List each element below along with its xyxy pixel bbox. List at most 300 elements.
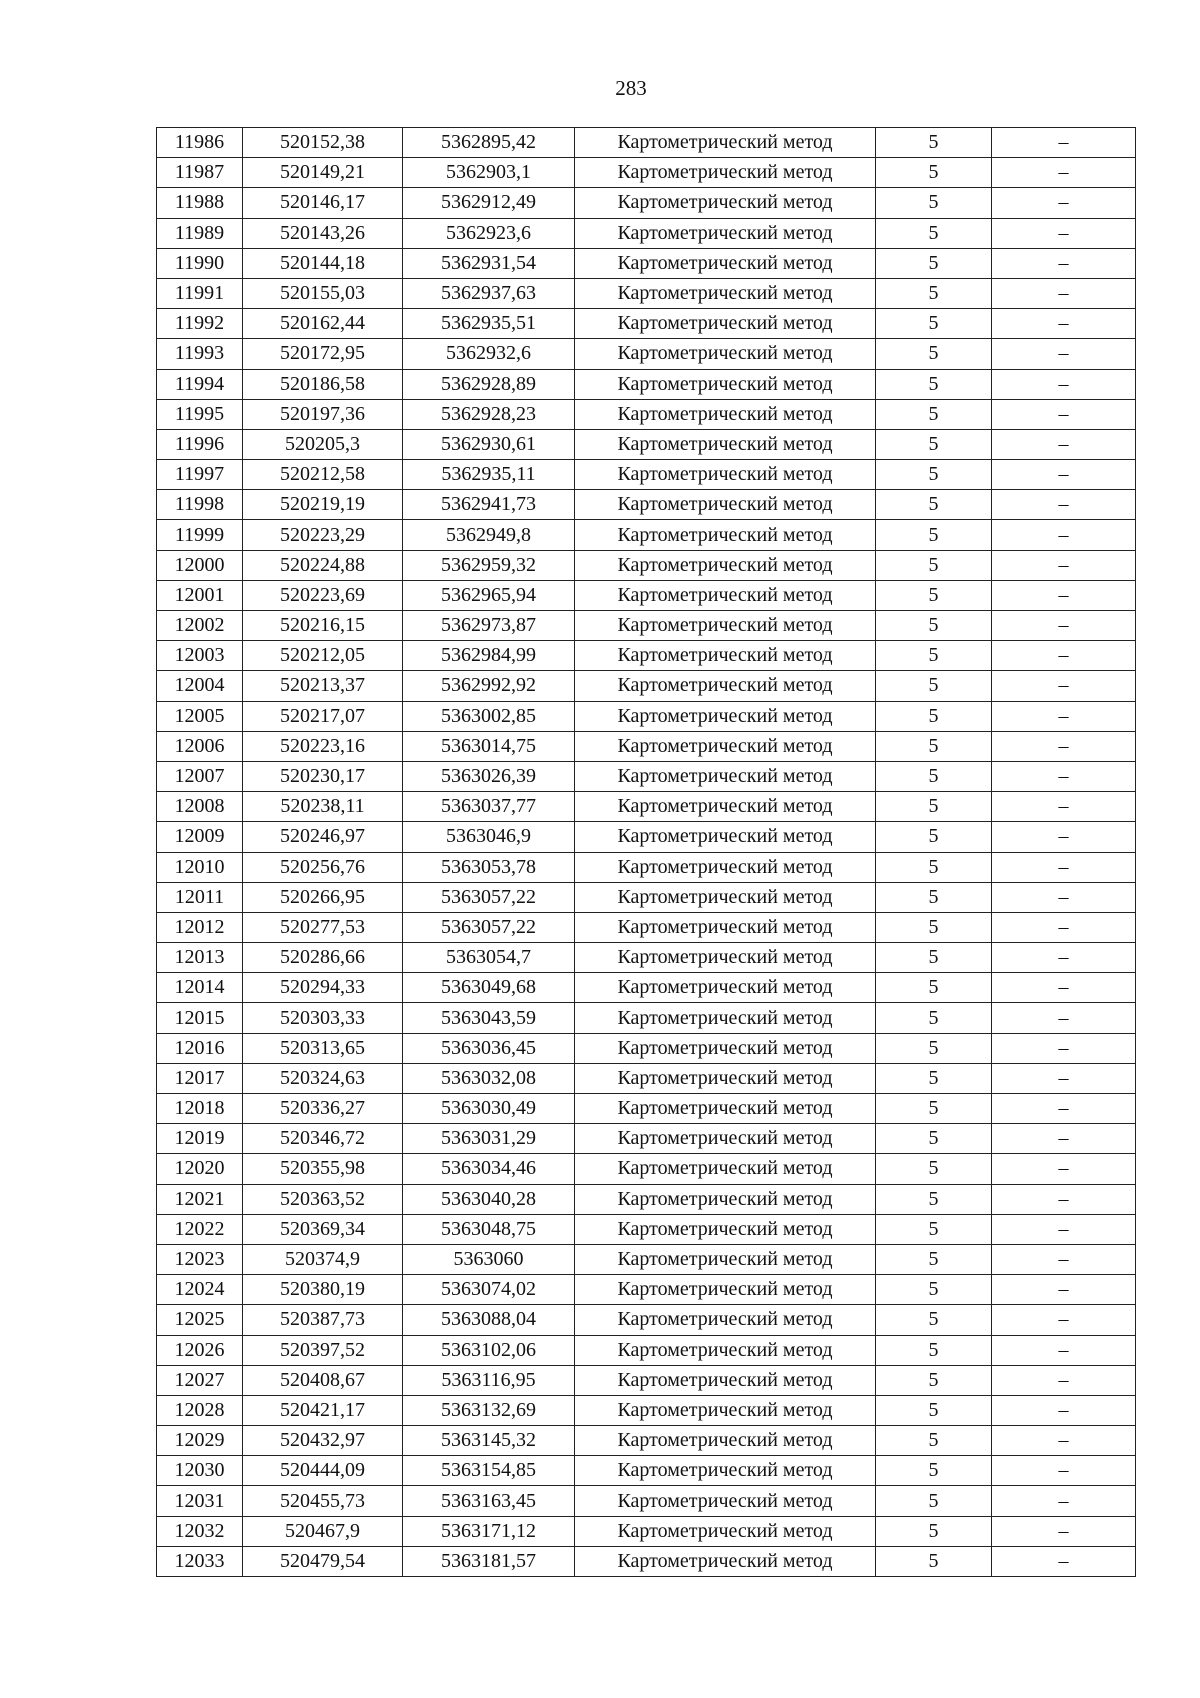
y-coordinate-cell: 5363171,12 <box>403 1516 575 1546</box>
x-coordinate-cell: 520455,73 <box>243 1486 403 1516</box>
method-cell: Картометрический метод <box>575 641 876 671</box>
y-coordinate-cell: 5363031,29 <box>403 1124 575 1154</box>
x-coordinate-cell: 520246,97 <box>243 822 403 852</box>
x-coordinate-cell: 520223,69 <box>243 580 403 610</box>
x-coordinate-cell: 520223,16 <box>243 731 403 761</box>
table-row <box>157 731 1136 761</box>
table-row <box>157 1244 1136 1274</box>
y-coordinate-cell: 5363057,22 <box>403 882 575 912</box>
note-cell: – <box>992 671 1136 701</box>
method-cell: Картометрический метод <box>575 852 876 882</box>
y-coordinate-cell: 5363036,45 <box>403 1033 575 1063</box>
x-coordinate-cell: 520397,52 <box>243 1335 403 1365</box>
table-row <box>157 490 1136 520</box>
x-coordinate-cell: 520213,37 <box>243 671 403 701</box>
point-number-cell: 12016 <box>157 1033 243 1063</box>
note-cell: – <box>992 1335 1136 1365</box>
note-cell: – <box>992 1426 1136 1456</box>
accuracy-cell: 5 <box>876 1516 992 1546</box>
y-coordinate-cell: 5363145,32 <box>403 1426 575 1456</box>
method-cell: Картометрический метод <box>575 1456 876 1486</box>
accuracy-cell: 5 <box>876 1426 992 1456</box>
point-number-cell: 11991 <box>157 278 243 308</box>
coordinates-table <box>156 127 1136 1577</box>
note-cell: – <box>992 1003 1136 1033</box>
accuracy-cell: 5 <box>876 1244 992 1274</box>
point-number-cell: 11998 <box>157 490 243 520</box>
note-cell: – <box>992 973 1136 1003</box>
point-number-cell: 11995 <box>157 399 243 429</box>
method-cell: Картометрический метод <box>575 369 876 399</box>
table-row <box>157 1335 1136 1365</box>
y-coordinate-cell: 5363046,9 <box>403 822 575 852</box>
accuracy-cell: 5 <box>876 943 992 973</box>
note-cell: – <box>992 580 1136 610</box>
accuracy-cell: 5 <box>876 1486 992 1516</box>
note-cell: – <box>992 882 1136 912</box>
method-cell: Картометрический метод <box>575 460 876 490</box>
table-row <box>157 641 1136 671</box>
note-cell: – <box>992 943 1136 973</box>
point-number-cell: 12029 <box>157 1426 243 1456</box>
point-number-cell: 12005 <box>157 701 243 731</box>
x-coordinate-cell: 520155,03 <box>243 278 403 308</box>
table-row <box>157 761 1136 791</box>
x-coordinate-cell: 520294,33 <box>243 973 403 1003</box>
table-row <box>157 460 1136 490</box>
accuracy-cell: 5 <box>876 460 992 490</box>
note-cell: – <box>992 460 1136 490</box>
method-cell: Картометрический метод <box>575 611 876 641</box>
x-coordinate-cell: 520224,88 <box>243 550 403 580</box>
method-cell: Картометрический метод <box>575 1003 876 1033</box>
accuracy-cell: 5 <box>876 188 992 218</box>
x-coordinate-cell: 520152,38 <box>243 128 403 158</box>
method-cell: Картометрический метод <box>575 1516 876 1546</box>
x-coordinate-cell: 520467,9 <box>243 1516 403 1546</box>
table-row <box>157 158 1136 188</box>
note-cell: – <box>992 611 1136 641</box>
x-coordinate-cell: 520303,33 <box>243 1003 403 1033</box>
y-coordinate-cell: 5362941,73 <box>403 490 575 520</box>
note-cell: – <box>992 490 1136 520</box>
accuracy-cell: 5 <box>876 671 992 701</box>
table-row <box>157 943 1136 973</box>
x-coordinate-cell: 520212,58 <box>243 460 403 490</box>
accuracy-cell: 5 <box>876 158 992 188</box>
y-coordinate-cell: 5363037,77 <box>403 792 575 822</box>
x-coordinate-cell: 520421,17 <box>243 1395 403 1425</box>
y-coordinate-cell: 5363032,08 <box>403 1063 575 1093</box>
table-row <box>157 339 1136 369</box>
note-cell: – <box>992 188 1136 218</box>
note-cell: – <box>992 1094 1136 1124</box>
x-coordinate-cell: 520223,29 <box>243 520 403 550</box>
y-coordinate-cell: 5362923,6 <box>403 218 575 248</box>
x-coordinate-cell: 520380,19 <box>243 1275 403 1305</box>
note-cell: – <box>992 792 1136 822</box>
method-cell: Картометрический метод <box>575 1094 876 1124</box>
y-coordinate-cell: 5363014,75 <box>403 731 575 761</box>
method-cell: Картометрический метод <box>575 218 876 248</box>
point-number-cell: 12030 <box>157 1456 243 1486</box>
table-row <box>157 701 1136 731</box>
x-coordinate-cell: 520313,65 <box>243 1033 403 1063</box>
table-row <box>157 1305 1136 1335</box>
method-cell: Картометрический метод <box>575 1244 876 1274</box>
table-row <box>157 429 1136 459</box>
x-coordinate-cell: 520197,36 <box>243 399 403 429</box>
accuracy-cell: 5 <box>876 701 992 731</box>
x-coordinate-cell: 520277,53 <box>243 912 403 942</box>
x-coordinate-cell: 520172,95 <box>243 339 403 369</box>
method-cell: Картометрический метод <box>575 339 876 369</box>
accuracy-cell: 5 <box>876 1154 992 1184</box>
table-row <box>157 1365 1136 1395</box>
note-cell: – <box>992 158 1136 188</box>
accuracy-cell: 5 <box>876 580 992 610</box>
accuracy-cell: 5 <box>876 731 992 761</box>
y-coordinate-cell: 5363154,85 <box>403 1456 575 1486</box>
point-number-cell: 12020 <box>157 1154 243 1184</box>
point-number-cell: 12008 <box>157 792 243 822</box>
accuracy-cell: 5 <box>876 852 992 882</box>
y-coordinate-cell: 5363102,06 <box>403 1335 575 1365</box>
point-number-cell: 12007 <box>157 761 243 791</box>
accuracy-cell: 5 <box>876 550 992 580</box>
note-cell: – <box>992 339 1136 369</box>
note-cell: – <box>992 278 1136 308</box>
x-coordinate-cell: 520266,95 <box>243 882 403 912</box>
table-row <box>157 248 1136 278</box>
x-coordinate-cell: 520256,76 <box>243 852 403 882</box>
table-row <box>157 1275 1136 1305</box>
method-cell: Картометрический метод <box>575 822 876 852</box>
y-coordinate-cell: 5362992,92 <box>403 671 575 701</box>
accuracy-cell: 5 <box>876 1033 992 1063</box>
note-cell: – <box>992 1033 1136 1063</box>
note-cell: – <box>992 399 1136 429</box>
table-row <box>157 1124 1136 1154</box>
note-cell: – <box>992 218 1136 248</box>
accuracy-cell: 5 <box>876 1335 992 1365</box>
table-row <box>157 1486 1136 1516</box>
accuracy-cell: 5 <box>876 128 992 158</box>
point-number-cell: 11993 <box>157 339 243 369</box>
accuracy-cell: 5 <box>876 1094 992 1124</box>
y-coordinate-cell: 5363088,04 <box>403 1305 575 1335</box>
note-cell: – <box>992 912 1136 942</box>
y-coordinate-cell: 5362984,99 <box>403 641 575 671</box>
note-cell: – <box>992 429 1136 459</box>
point-number-cell: 12017 <box>157 1063 243 1093</box>
method-cell: Картометрический метод <box>575 882 876 912</box>
x-coordinate-cell: 520144,18 <box>243 248 403 278</box>
x-coordinate-cell: 520363,52 <box>243 1184 403 1214</box>
table-row <box>157 1184 1136 1214</box>
accuracy-cell: 5 <box>876 912 992 942</box>
table-row <box>157 1003 1136 1033</box>
y-coordinate-cell: 5363054,7 <box>403 943 575 973</box>
point-number-cell: 12031 <box>157 1486 243 1516</box>
point-number-cell: 12019 <box>157 1124 243 1154</box>
method-cell: Картометрический метод <box>575 128 876 158</box>
table-row <box>157 550 1136 580</box>
method-cell: Картометрический метод <box>575 188 876 218</box>
method-cell: Картометрический метод <box>575 1275 876 1305</box>
x-coordinate-cell: 520355,98 <box>243 1154 403 1184</box>
y-coordinate-cell: 5362965,94 <box>403 580 575 610</box>
accuracy-cell: 5 <box>876 369 992 399</box>
method-cell: Картометрический метод <box>575 701 876 731</box>
y-coordinate-cell: 5362937,63 <box>403 278 575 308</box>
point-number-cell: 12012 <box>157 912 243 942</box>
point-number-cell: 12010 <box>157 852 243 882</box>
y-coordinate-cell: 5362930,61 <box>403 429 575 459</box>
x-coordinate-cell: 520408,67 <box>243 1365 403 1395</box>
point-number-cell: 12028 <box>157 1395 243 1425</box>
method-cell: Картометрический метод <box>575 1184 876 1214</box>
note-cell: – <box>992 1546 1136 1576</box>
method-cell: Картометрический метод <box>575 429 876 459</box>
y-coordinate-cell: 5363132,69 <box>403 1395 575 1425</box>
accuracy-cell: 5 <box>876 248 992 278</box>
y-coordinate-cell: 5363049,68 <box>403 973 575 1003</box>
accuracy-cell: 5 <box>876 1365 992 1395</box>
note-cell: – <box>992 852 1136 882</box>
x-coordinate-cell: 520212,05 <box>243 641 403 671</box>
point-number-cell: 11996 <box>157 429 243 459</box>
y-coordinate-cell: 5363163,45 <box>403 1486 575 1516</box>
note-cell: – <box>992 248 1136 278</box>
method-cell: Картометрический метод <box>575 490 876 520</box>
accuracy-cell: 5 <box>876 822 992 852</box>
point-number-cell: 12013 <box>157 943 243 973</box>
note-cell: – <box>992 1486 1136 1516</box>
x-coordinate-cell: 520186,58 <box>243 369 403 399</box>
accuracy-cell: 5 <box>876 792 992 822</box>
point-number-cell: 12003 <box>157 641 243 671</box>
table-row <box>157 369 1136 399</box>
note-cell: – <box>992 1305 1136 1335</box>
table-row <box>157 792 1136 822</box>
note-cell: – <box>992 1516 1136 1546</box>
method-cell: Картометрический метод <box>575 973 876 1003</box>
note-cell: – <box>992 1184 1136 1214</box>
method-cell: Картометрический метод <box>575 912 876 942</box>
note-cell: – <box>992 550 1136 580</box>
table-row <box>157 671 1136 701</box>
accuracy-cell: 5 <box>876 1456 992 1486</box>
table-row <box>157 1063 1136 1093</box>
note-cell: – <box>992 1365 1136 1395</box>
table-row <box>157 822 1136 852</box>
table-row <box>157 1516 1136 1546</box>
method-cell: Картометрический метод <box>575 1214 876 1244</box>
method-cell: Картометрический метод <box>575 1546 876 1576</box>
method-cell: Картометрический метод <box>575 792 876 822</box>
method-cell: Картометрический метод <box>575 1063 876 1093</box>
y-coordinate-cell: 5363181,57 <box>403 1546 575 1576</box>
method-cell: Картометрический метод <box>575 1335 876 1365</box>
point-number-cell: 12014 <box>157 973 243 1003</box>
method-cell: Картометрический метод <box>575 520 876 550</box>
point-number-cell: 12033 <box>157 1546 243 1576</box>
accuracy-cell: 5 <box>876 278 992 308</box>
accuracy-cell: 5 <box>876 218 992 248</box>
note-cell: – <box>992 1456 1136 1486</box>
method-cell: Картометрический метод <box>575 943 876 973</box>
x-coordinate-cell: 520336,27 <box>243 1094 403 1124</box>
y-coordinate-cell: 5362935,11 <box>403 460 575 490</box>
x-coordinate-cell: 520444,09 <box>243 1456 403 1486</box>
note-cell: – <box>992 1244 1136 1274</box>
table-row <box>157 882 1136 912</box>
point-number-cell: 11989 <box>157 218 243 248</box>
x-coordinate-cell: 520286,66 <box>243 943 403 973</box>
x-coordinate-cell: 520387,73 <box>243 1305 403 1335</box>
table-row <box>157 1214 1136 1244</box>
accuracy-cell: 5 <box>876 339 992 369</box>
y-coordinate-cell: 5363034,46 <box>403 1154 575 1184</box>
point-number-cell: 12024 <box>157 1275 243 1305</box>
y-coordinate-cell: 5363030,49 <box>403 1094 575 1124</box>
table-row <box>157 309 1136 339</box>
table-row <box>157 1546 1136 1576</box>
table-row <box>157 912 1136 942</box>
y-coordinate-cell: 5362949,8 <box>403 520 575 550</box>
point-number-cell: 12004 <box>157 671 243 701</box>
table-row <box>157 128 1136 158</box>
note-cell: – <box>992 369 1136 399</box>
table-row <box>157 188 1136 218</box>
point-number-cell: 12018 <box>157 1094 243 1124</box>
point-number-cell: 12000 <box>157 550 243 580</box>
point-number-cell: 11987 <box>157 158 243 188</box>
y-coordinate-cell: 5362895,42 <box>403 128 575 158</box>
x-coordinate-cell: 520369,34 <box>243 1214 403 1244</box>
y-coordinate-cell: 5362931,54 <box>403 248 575 278</box>
method-cell: Картометрический метод <box>575 1395 876 1425</box>
accuracy-cell: 5 <box>876 399 992 429</box>
table-row <box>157 1154 1136 1184</box>
x-coordinate-cell: 520143,26 <box>243 218 403 248</box>
accuracy-cell: 5 <box>876 973 992 1003</box>
accuracy-cell: 5 <box>876 490 992 520</box>
point-number-cell: 12021 <box>157 1184 243 1214</box>
note-cell: – <box>992 1275 1136 1305</box>
table-row <box>157 218 1136 248</box>
note-cell: – <box>992 1124 1136 1154</box>
method-cell: Картометрический метод <box>575 580 876 610</box>
note-cell: – <box>992 1214 1136 1244</box>
method-cell: Картометрический метод <box>575 671 876 701</box>
accuracy-cell: 5 <box>876 1063 992 1093</box>
method-cell: Картометрический метод <box>575 550 876 580</box>
method-cell: Картометрический метод <box>575 1486 876 1516</box>
note-cell: – <box>992 1063 1136 1093</box>
method-cell: Картометрический метод <box>575 1365 876 1395</box>
accuracy-cell: 5 <box>876 520 992 550</box>
y-coordinate-cell: 5362928,89 <box>403 369 575 399</box>
y-coordinate-cell: 5362935,51 <box>403 309 575 339</box>
method-cell: Картометрический метод <box>575 278 876 308</box>
note-cell: – <box>992 761 1136 791</box>
accuracy-cell: 5 <box>876 1184 992 1214</box>
y-coordinate-cell: 5362959,32 <box>403 550 575 580</box>
point-number-cell: 11994 <box>157 369 243 399</box>
accuracy-cell: 5 <box>876 882 992 912</box>
point-number-cell: 11988 <box>157 188 243 218</box>
table-row <box>157 1426 1136 1456</box>
accuracy-cell: 5 <box>876 1124 992 1154</box>
x-coordinate-cell: 520162,44 <box>243 309 403 339</box>
y-coordinate-cell: 5362903,1 <box>403 158 575 188</box>
accuracy-cell: 5 <box>876 641 992 671</box>
accuracy-cell: 5 <box>876 1275 992 1305</box>
accuracy-cell: 5 <box>876 1214 992 1244</box>
x-coordinate-cell: 520216,15 <box>243 611 403 641</box>
point-number-cell: 12001 <box>157 580 243 610</box>
y-coordinate-cell: 5363060 <box>403 1244 575 1274</box>
point-number-cell: 11990 <box>157 248 243 278</box>
x-coordinate-cell: 520219,19 <box>243 490 403 520</box>
method-cell: Картометрический метод <box>575 731 876 761</box>
note-cell: – <box>992 701 1136 731</box>
accuracy-cell: 5 <box>876 309 992 339</box>
table-row <box>157 580 1136 610</box>
y-coordinate-cell: 5362973,87 <box>403 611 575 641</box>
point-number-cell: 11992 <box>157 309 243 339</box>
table-row <box>157 611 1136 641</box>
y-coordinate-cell: 5363043,59 <box>403 1003 575 1033</box>
accuracy-cell: 5 <box>876 1395 992 1425</box>
y-coordinate-cell: 5362932,6 <box>403 339 575 369</box>
point-number-cell: 12009 <box>157 822 243 852</box>
x-coordinate-cell: 520146,17 <box>243 188 403 218</box>
x-coordinate-cell: 520238,11 <box>243 792 403 822</box>
table-row <box>157 399 1136 429</box>
method-cell: Картометрический метод <box>575 761 876 791</box>
table-row <box>157 1033 1136 1063</box>
table-row <box>157 1456 1136 1486</box>
point-number-cell: 12025 <box>157 1305 243 1335</box>
x-coordinate-cell: 520205,3 <box>243 429 403 459</box>
point-number-cell: 11997 <box>157 460 243 490</box>
point-number-cell: 12022 <box>157 1214 243 1244</box>
note-cell: – <box>992 1395 1136 1425</box>
note-cell: – <box>992 822 1136 852</box>
y-coordinate-cell: 5362928,23 <box>403 399 575 429</box>
y-coordinate-cell: 5363057,22 <box>403 912 575 942</box>
point-number-cell: 12006 <box>157 731 243 761</box>
x-coordinate-cell: 520230,17 <box>243 761 403 791</box>
accuracy-cell: 5 <box>876 1305 992 1335</box>
method-cell: Картометрический метод <box>575 309 876 339</box>
note-cell: – <box>992 731 1136 761</box>
note-cell: – <box>992 1154 1136 1184</box>
method-cell: Картометрический метод <box>575 1154 876 1184</box>
x-coordinate-cell: 520217,07 <box>243 701 403 731</box>
x-coordinate-cell: 520346,72 <box>243 1124 403 1154</box>
accuracy-cell: 5 <box>876 1546 992 1576</box>
point-number-cell: 12026 <box>157 1335 243 1365</box>
note-cell: – <box>992 309 1136 339</box>
note-cell: – <box>992 128 1136 158</box>
page-number: 283 <box>615 76 647 100</box>
x-coordinate-cell: 520432,97 <box>243 1426 403 1456</box>
point-number-cell: 12015 <box>157 1003 243 1033</box>
